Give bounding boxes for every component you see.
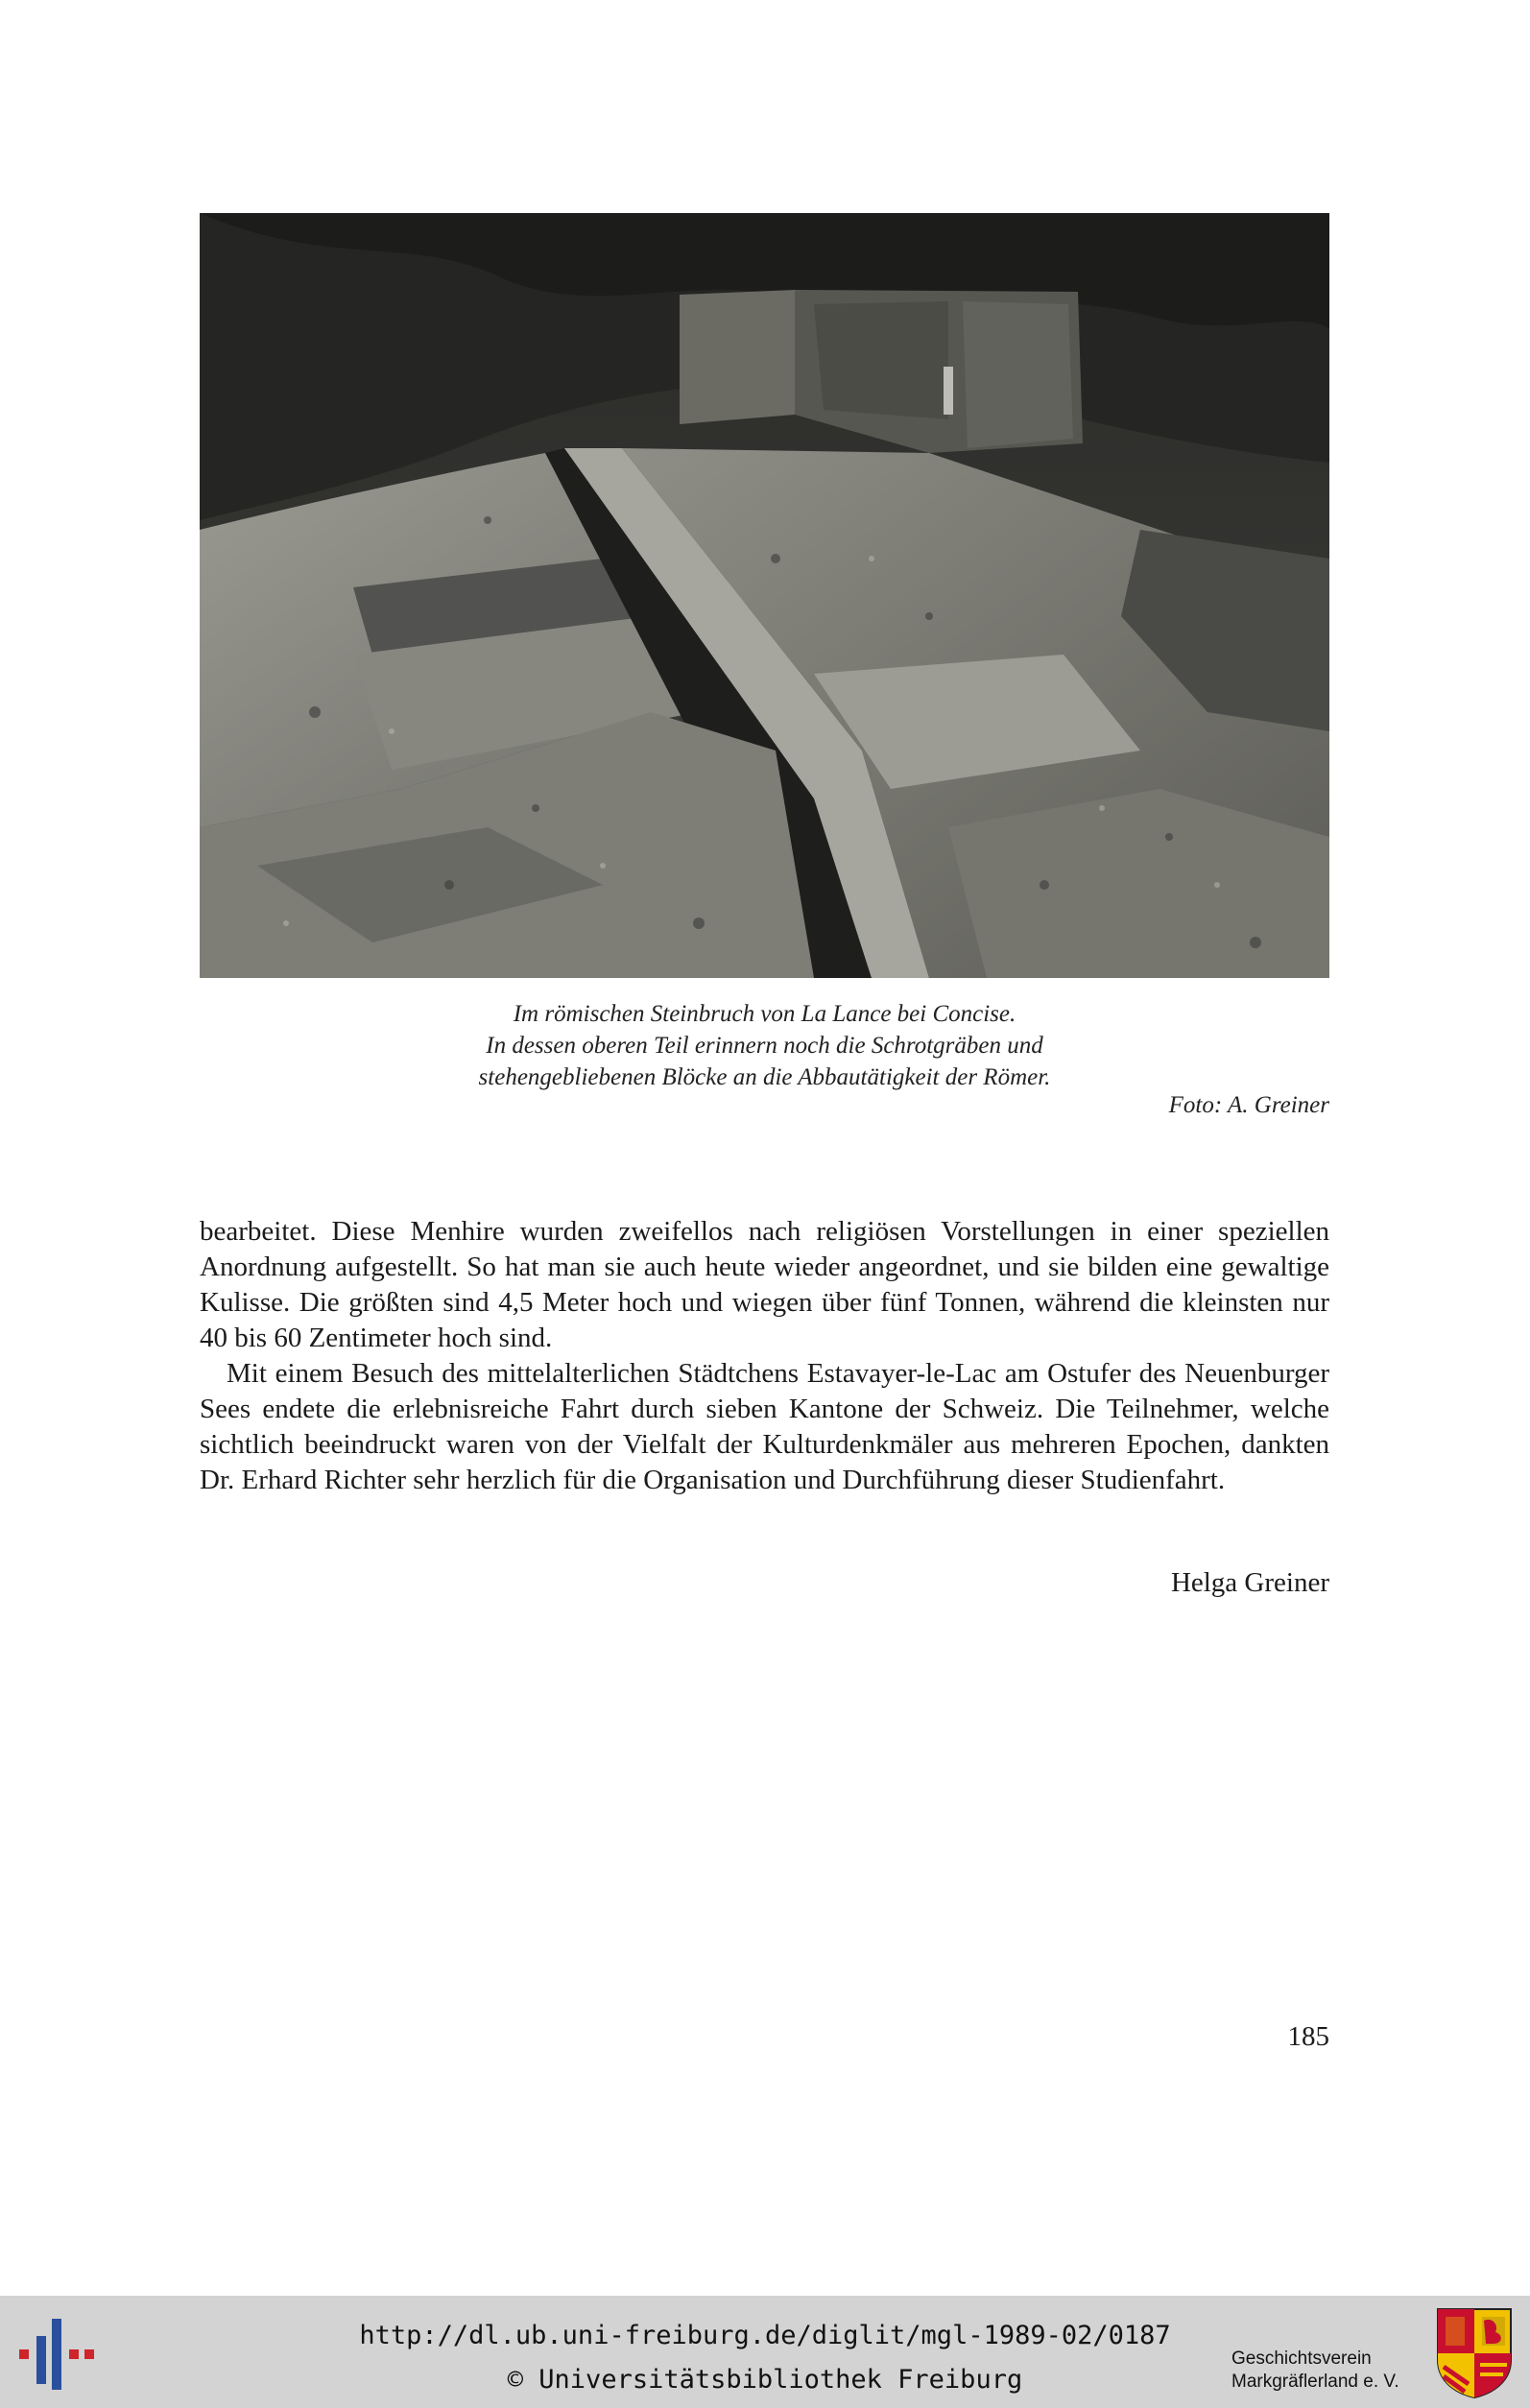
caption-line: Im römischen Steinbruch von La Lance bei Concise. <box>513 1001 1016 1027</box>
page-number: 185 <box>1287 2021 1329 2052</box>
document-url-link[interactable]: http://dl.ub.uni-freiburg.de/diglit/mgl-1989-02/0187 <box>359 2321 1171 2350</box>
caption-line: In dessen oberen Teil erinnern noch die Schrotgräben und <box>486 1033 1043 1059</box>
author-signature: Helga Greiner <box>1170 1567 1329 1598</box>
paragraph: bearbeitet. Diese Menhire wurden zweifellos nach religiösen Vorstellungen in einer speziellen Anordnung aufgestellt. So hat man sie auch heute wieder angeordnet, und sie bilden eine gewaltige Kulisse. Die größten sind 4,5 Meter hoch und wiegen über fünf Tonnen, während die kleinsten nur 40 bis 60 Zentimeter hoch sind. <box>200 1216 1329 1353</box>
photo-credit: Foto: A. Greiner <box>1168 1092 1329 1118</box>
society-name-line: Markgräflerland e. V. <box>1231 2372 1399 2392</box>
footer-bar <box>0 2296 1530 2408</box>
paragraph: Mit einem Besuch des mittelalterlichen Städtchens Estavayer-le-Lac am Ostufer des Neuenburger Sees endete die erlebnisreiche Fahrt durch sieben Kantone der Schweiz. Die Teilnehmer, welche sichtlich beeindruckt waren von der Vielfalt der Kulturdenkmäler aus mehreren Epochen, dankten Dr. Erhard Richter sehr herzlich für die Organisation und Durchführung dieser Studienfahrt. <box>200 1358 1329 1495</box>
society-name[interactable] <box>1231 2348 1399 2394</box>
article-body <box>200 1214 1329 1498</box>
coat-of-arms-icon[interactable] <box>1436 2307 1513 2398</box>
society-name-line: Geschichtsverein <box>1231 2348 1372 2369</box>
caption-line: stehengebliebenen Blöcke an die Abbautätigkeit der Römer. <box>478 1064 1051 1090</box>
quarry-photo-image <box>200 213 1329 978</box>
copyright-notice: © Universitätsbibliothek Freiburg <box>507 2365 1023 2395</box>
photo-caption <box>200 998 1329 1093</box>
quarry-photo <box>200 213 1329 978</box>
